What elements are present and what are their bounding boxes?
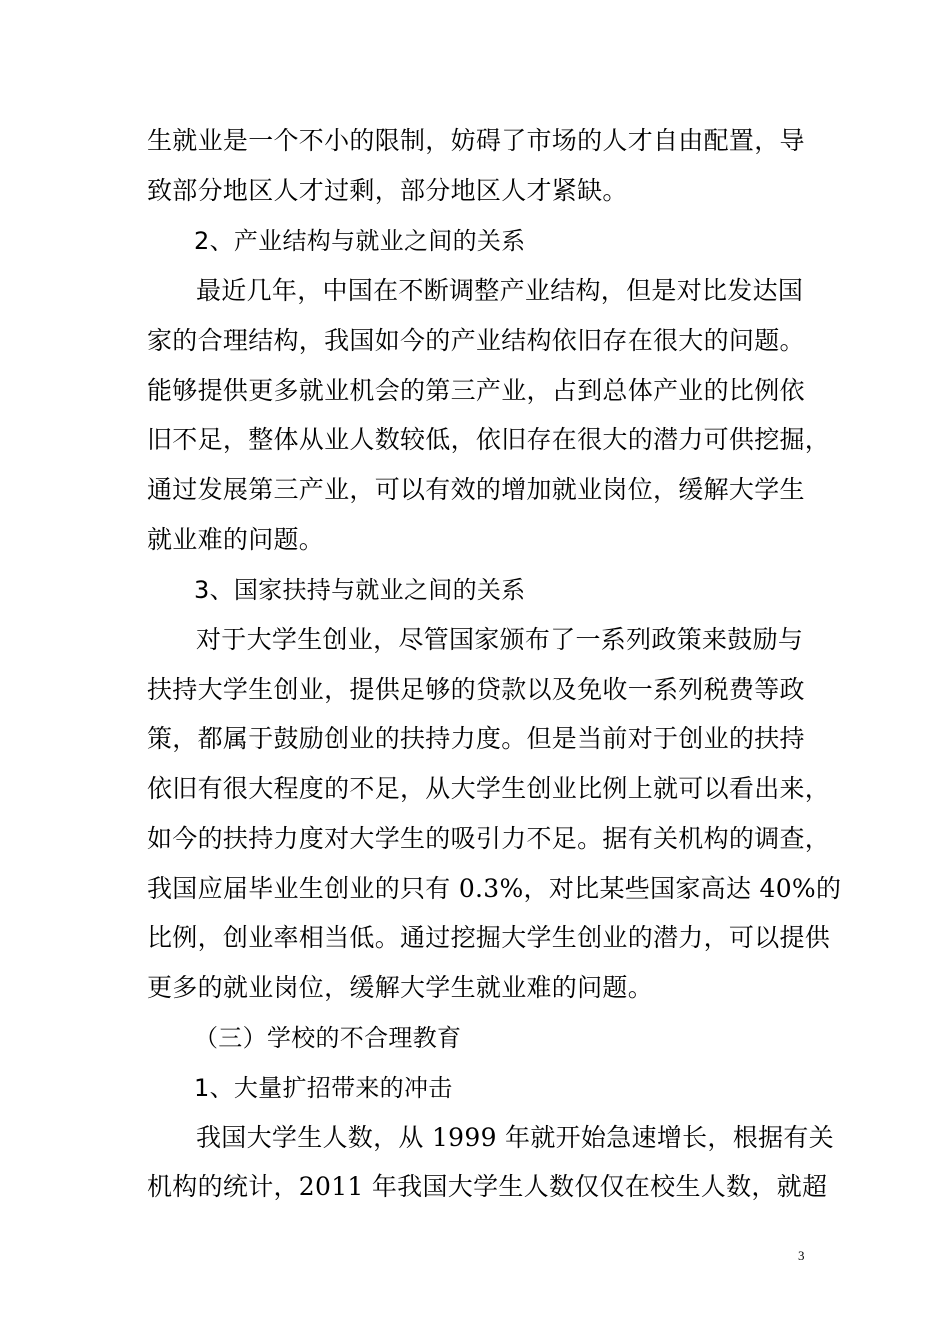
paragraph-line: 通过发展第三产业，可以有效的增加就业岗位，缓解大学生	[147, 475, 805, 504]
paragraph-line: 对于大学生创业，尽管国家颁布了一系列政策来鼓励与	[196, 625, 804, 654]
paragraph-line: 旧不足，整体从业人数较低，依旧存在很大的潜力可供挖掘，	[147, 425, 831, 454]
paragraph-line: 我国应届毕业生创业的只有 0.3%，对比某些国家高达 40%的	[147, 874, 842, 903]
paragraph-line: 机构的统计，2011 年我国大学生人数仅仅在校生人数，就超	[147, 1172, 828, 1201]
paragraph-line: 比例，创业率相当低。通过挖掘大学生创业的潜力，可以提供	[147, 923, 831, 952]
section-heading: 3、国家扶持与就业之间的关系	[194, 576, 526, 604]
paragraph-line: 生就业是一个不小的限制，妨碍了市场的人才自由配置，导	[147, 126, 805, 155]
paragraph-line: 致部分地区人才过剩，部分地区人才紧缺。	[147, 176, 628, 205]
paragraph-line: 最近几年，中国在不断调整产业结构，但是对比发达国	[196, 276, 804, 305]
paragraph-line: 能够提供更多就业机会的第三产业，占到总体产业的比例依	[147, 376, 805, 405]
paragraph-line: 扶持大学生创业，提供足够的贷款以及免收一系列税费等政	[147, 675, 805, 704]
paragraph-line: 我国大学生人数，从 1999 年就开始急速增长，根据有关	[196, 1123, 834, 1152]
paragraph-line: 更多的就业岗位，缓解大学生就业难的问题。	[147, 973, 654, 1002]
section-heading: 1、大量扩招带来的冲击	[194, 1074, 453, 1102]
paragraph-line: 家的合理结构，我国如今的产业结构依旧存在很大的问题。	[147, 326, 805, 355]
paragraph-line: 依旧有很大程度的不足，从大学生创业比例上就可以看出来，	[147, 774, 831, 803]
page-number: 3	[798, 1248, 805, 1263]
paragraph-line: 就业难的问题。	[147, 525, 325, 554]
paragraph-line: 策，都属于鼓励创业的扶持力度。但是当前对于创业的扶持	[147, 724, 805, 753]
section-heading: 2、产业结构与就业之间的关系	[194, 227, 526, 255]
chapter-subheading: （三）学校的不合理教育	[194, 1024, 462, 1052]
paragraph-line: 如今的扶持力度对大学生的吸引力不足。据有关机构的调查，	[147, 824, 831, 853]
